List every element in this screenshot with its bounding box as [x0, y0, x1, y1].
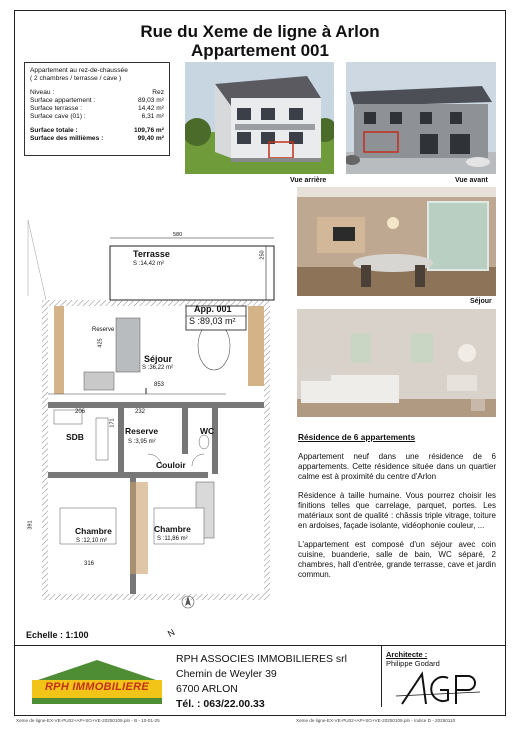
spec-value: 14,42 m² — [137, 105, 164, 112]
description-block — [298, 432, 496, 589]
terrace-area: S :14,42 m² — [133, 261, 165, 267]
spec-label: Niveau : — [30, 89, 55, 96]
chambre2-area: S :11,86 m² — [157, 536, 188, 542]
spec-row — [30, 97, 164, 105]
reserve-width-dim: 232 — [135, 409, 146, 415]
description-title: Résidence de 6 appartements — [298, 432, 416, 442]
floor-plan — [26, 210, 286, 630]
description-paragraph: Résidence à taille humaine. Vous pourrez choisir les finitions telles que carrelage, parquet, portes. Les matériaux sont de qualité : châssis triple vitrage, toiture en ardoises, façade isolante, vidéophonie couleur, ... — [298, 491, 496, 530]
spec-label: Surface cave (01) : — [30, 113, 86, 120]
sejour-height-dim: 425 — [97, 338, 104, 348]
specs-box — [24, 62, 170, 156]
spec-value: 89,03 m² — [137, 97, 164, 104]
spec-label: Surface totale : — [30, 127, 78, 134]
spec-value: 6,31 m² — [141, 113, 164, 120]
reserve-label: Reserve — [125, 426, 159, 436]
footer-left-ref: Xeme de ligne-EX-VE-PU02+AP+SO+VE-20250109.pln - B - 10-01-25 — [16, 718, 160, 723]
reserve-height-dim: 171 — [109, 418, 116, 428]
spec-row — [30, 105, 164, 113]
sejour-label: Séjour — [144, 354, 173, 364]
spec-total-row — [30, 127, 164, 135]
specs-subheading: ( 2 chambres / terrasse / cave ) — [30, 75, 122, 82]
north-label: N — [165, 627, 177, 639]
spec-label: Surface appartement : — [30, 97, 96, 104]
spec-total-row — [30, 135, 164, 143]
apartment-area: S :89,03 m² — [189, 316, 236, 326]
wc-label: WC — [200, 426, 215, 436]
architect-block — [386, 650, 440, 668]
reserve-top-label: Reserve — [92, 327, 115, 333]
front-view-photo — [346, 62, 496, 174]
company-phone: Tél. : 063/22.00.33 — [176, 698, 265, 710]
footer-divider — [14, 645, 506, 646]
rear-view-photo — [185, 62, 334, 174]
terrace-width-dim: 580 — [173, 232, 183, 238]
terrace-label: Terrasse — [133, 249, 170, 259]
chambre1-height-dim: 391 — [27, 520, 34, 530]
spec-value: 109,76 m² — [133, 127, 164, 134]
footer-right-ref: Xeme de ligne-EX-VE-PU02+AP+SO+VE-20250109.pln - Indice D - 20250110 — [296, 718, 456, 723]
spec-value: 99,40 m² — [137, 135, 164, 142]
company-name: RPH ASSOCIES IMMOBILIERES srl — [176, 653, 347, 665]
specs-heading: Appartement au rez-de-chaussée — [30, 67, 128, 74]
bedroom-photo — [297, 309, 496, 417]
spec-row — [30, 89, 164, 97]
description-paragraph: L'appartement est composé d'un séjour avec coin cuisine, buanderie, salle de bain, WC séparé, 2 chambres, hall d'entrée, grande terrasse, cave et jardin commun. — [298, 540, 496, 579]
chambre2-label: Chambre — [154, 524, 191, 534]
company-logo — [26, 652, 168, 708]
sejour-width-dim: 853 — [154, 382, 165, 388]
rear-view-caption: Vue arrière — [290, 177, 327, 184]
scale-label: Echelle : 1:100 — [26, 630, 89, 640]
chambre1-label: Chambre — [75, 526, 112, 536]
apartment-label: App. 001 — [194, 304, 232, 314]
spec-label: Surface terrasse : — [30, 105, 83, 112]
sejour-area: S :36,22 m² — [142, 365, 174, 371]
architect-logo — [396, 670, 480, 708]
reserve-area: S :3,95 m² — [128, 439, 156, 445]
architect-name: Philippe Godard — [386, 659, 440, 668]
chambre1-area: S :12,10 m² — [76, 538, 108, 544]
spec-value: Rez — [152, 89, 164, 96]
spec-row — [30, 113, 164, 121]
company-logo-text: RPH IMMOBILIERE — [44, 681, 150, 693]
page-title-apartment: Appartement 001 — [191, 41, 329, 60]
front-view-caption: Vue avant — [455, 177, 488, 184]
chambre1-width-dim: 316 — [84, 561, 95, 567]
page-title-address: Rue du Xeme de ligne à Arlon — [140, 22, 380, 41]
sdb-width-dim: 206 — [75, 409, 86, 415]
spec-label: Surface des millièmes : — [30, 135, 104, 142]
footer-vertical-divider — [381, 645, 382, 707]
architect-label: Architecte : — [386, 650, 428, 659]
sdb-label: SDB — [66, 432, 84, 442]
description-paragraph: Appartement neuf dans une résidence de 6 appartements. Cette résidence située dans un quartier calme est à proximité du centre d'Arlon — [298, 452, 496, 481]
living-room-photo — [297, 187, 496, 296]
living-room-caption: Séjour — [470, 298, 492, 305]
terrace-depth-dim: 250 — [259, 250, 266, 260]
company-city: 6700 ARLON — [176, 683, 238, 695]
company-contact — [176, 652, 347, 712]
couloir-label: Couloir — [156, 460, 186, 470]
company-street: Chemin de Weyler 39 — [176, 668, 277, 680]
